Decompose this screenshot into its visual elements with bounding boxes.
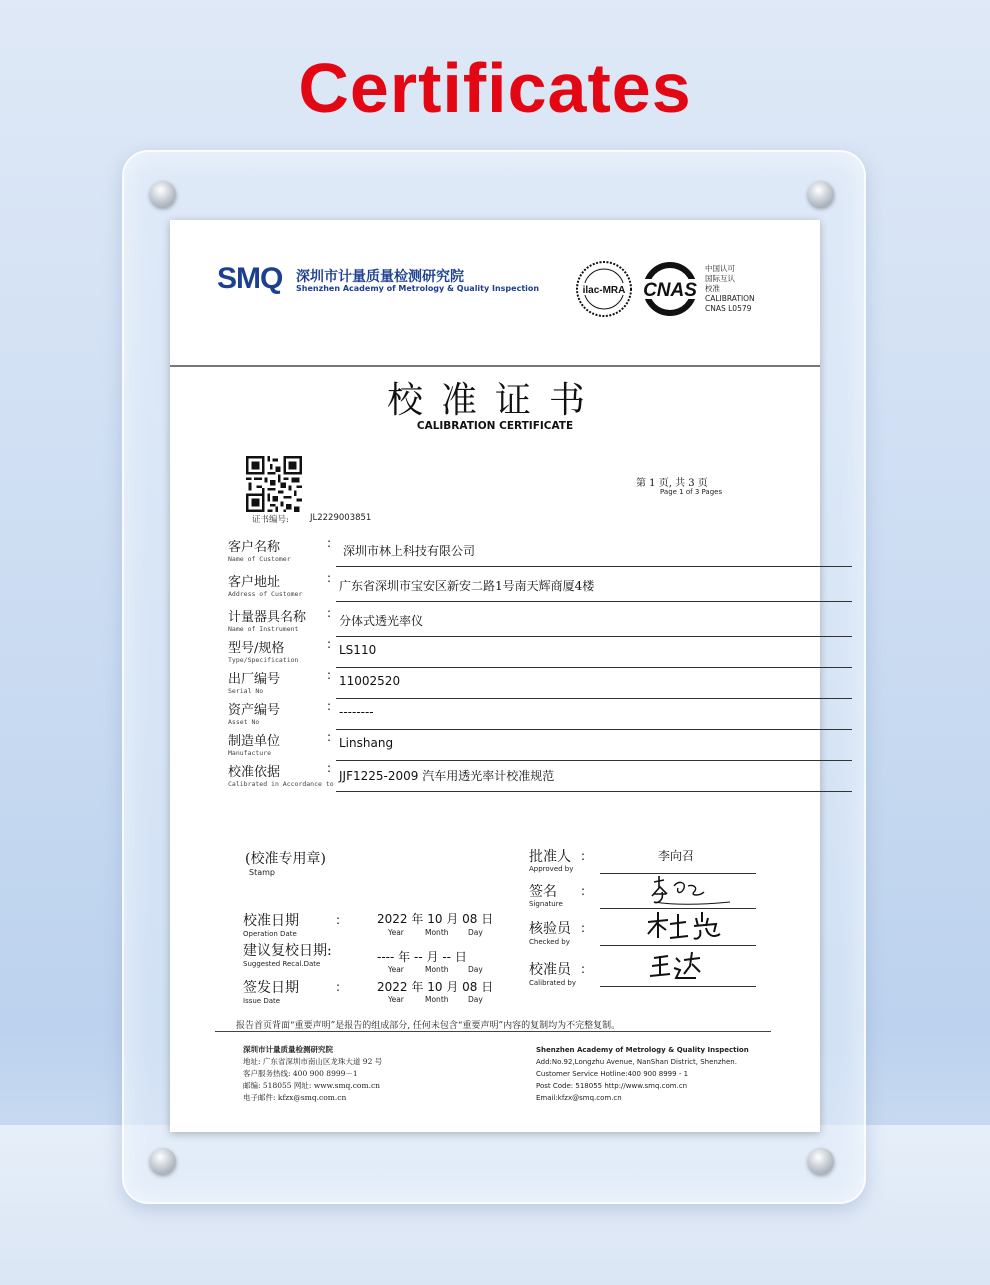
screw-icon (150, 1148, 176, 1174)
field-asset-no: 资产编号 Asset No : -------- (228, 699, 794, 731)
field-calibration-basis: 校准依据 Calibrated in Accordance to : JJF1225-2009 汽车用透光率计校准规范 (228, 761, 794, 793)
page-indicator-en: Page 1 of 3 Pages (660, 488, 723, 496)
screw-icon (808, 181, 834, 207)
cnas-accreditation-text: 中国认可 国际互认 校准 CALIBRATION CNAS L0579 (705, 264, 755, 313)
screw-icon (150, 181, 176, 207)
field-serial-no: 出厂编号 Serial No : 11002520 (228, 668, 794, 700)
svg-text:ilac-MRA: ilac-MRA (582, 285, 626, 296)
footer-contact-en: Shenzhen Academy of Metrology & Quality Inspection Add:No.92,Longzhu Avenue, NanShan District, Shenzhen. Customer Service Hotline:400 900 8999 - 1 Post Code: 518055 http://www.smq.com.cn Email:kfzx@smq.com.cn (536, 1046, 749, 1102)
handwritten-signature-approver (640, 872, 740, 908)
page-title: Certificates (298, 49, 692, 127)
smq-logo: SMQ (217, 262, 283, 295)
certificate-number-label: 证书编号: (252, 515, 289, 525)
notice-divider (215, 1031, 771, 1032)
qr-code-icon (246, 456, 302, 512)
field-type-specification: 型号/规格 Type/Specification : LS110 (228, 637, 794, 669)
screw-icon (808, 1148, 834, 1174)
handwritten-signature-checker (640, 908, 740, 944)
certificate-paper: SMQ 深圳市计量质量检测研究院 Shenzhen Academy of Metrology & Quality Inspection ilac-MRA CNAS 中国认可 国际互认 校准 CALIBRATION CNAS L0579 校准证书 CALIBRATION CERTIFICATE 证书编号: JL2229003851 第 1 页, 共 3 页 Page 1 of 3 Pages 客户名称 Name of Customer : 深圳市林上科技有限公司 客户地址 Address of Customer : 广东省深圳市宝安区新安二路1号南天辉商厦4楼 计量器具名称 Name of Instrument : 分体式透光率仪 型号/规格 Type/Specification : LS110 出厂编号 Serial No : 11002520 资产编号 Asset No : -------- 制造单位 Manufacture : Linshang 校准依据 Calibrated in Accordance to : JJF1225-2009 汽车用透光率计校准规范 (校准专用章) Stamp 校准日期 Operation Date : 2022 年 10 月 08 日 Year Month Day 建议复校日期: Suggested Recal.Date ---- 年 -- 月 -- 日 Year Month Day 签发日期 Issue Date : 2022 年 10 月 08 日 Year Month Day 批准人 Approved by : 李向召 签名 Signature : 核验员 Checked by : 校准员 Calibrated by : 报告首页背面“重要声明”是报告的组成部分, 任何未包含“重要声明”内容的复制均为不完整复制。 深圳市计量质量检测研究院 地址: 广东省深圳市南山区龙珠大道 92 号 客户服务热线: 400 900 8999－1 邮编: 518055 网址: www.smq.com.cn 电子邮件: kfzx@smq.com.cn Shenzhen Academy of Metrology & Quality Inspection Add:No.92,Longzhu Avenue, NanShan District, Shenzhen. Customer Service Hotline:400 900 8999 - 1 Post Code: 518055 http://www.smq.com.cn Email:kfzx@smq.com.cn (170, 220, 820, 1132)
ilac-mra-logo-icon (575, 260, 633, 318)
certificate-title-cn: 校准证书 (386, 380, 603, 421)
certificate-number: JL2229003851 (310, 513, 372, 523)
header-divider (170, 365, 820, 367)
stamp-label-cn: (校准专用章) (245, 851, 326, 867)
field-customer-address: 客户地址 Address of Customer : 广东省深圳市宝安区新安二路1号南天辉商厦4楼 (228, 571, 794, 603)
page-indicator-cn: 第 1 页, 共 3 页 (636, 478, 708, 489)
org-name-cn: 深圳市计量质量检测研究院 (296, 269, 464, 285)
certificate-title-en: CALIBRATION CERTIFICATE (416, 420, 574, 432)
svg-text:CNAS: CNAS (643, 280, 697, 301)
handwritten-signature-calibrator (640, 948, 740, 984)
field-instrument-name: 计量器具名称 Name of Instrument : 分体式透光率仪 (228, 606, 794, 638)
field-manufacture: 制造单位 Manufacture : Linshang (228, 730, 794, 762)
field-customer-name: 客户名称 Name of Customer : 深圳市林上科技有限公司 (228, 536, 794, 568)
approver-name: 李向召 (658, 849, 695, 863)
footer-contact-cn: 深圳市计量质量检测研究院 地址: 广东省深圳市南山区龙珠大道 92 号 客户服务热线: 400 900 8999－1 邮编: 518055 网址: www.smq.com.cn 电子邮件: kfzx@smq.com.cn (243, 1045, 383, 1102)
important-notice: 报告首页背面“重要声明”是报告的组成部分, 任何未包含“重要声明”内容的复制均为不完整复制。 (236, 1021, 621, 1031)
cnas-logo-icon (635, 260, 705, 318)
stamp-label-en: Stamp (249, 868, 275, 877)
org-name-en: Shenzhen Academy of Metrology & Quality Inspection (296, 284, 540, 293)
